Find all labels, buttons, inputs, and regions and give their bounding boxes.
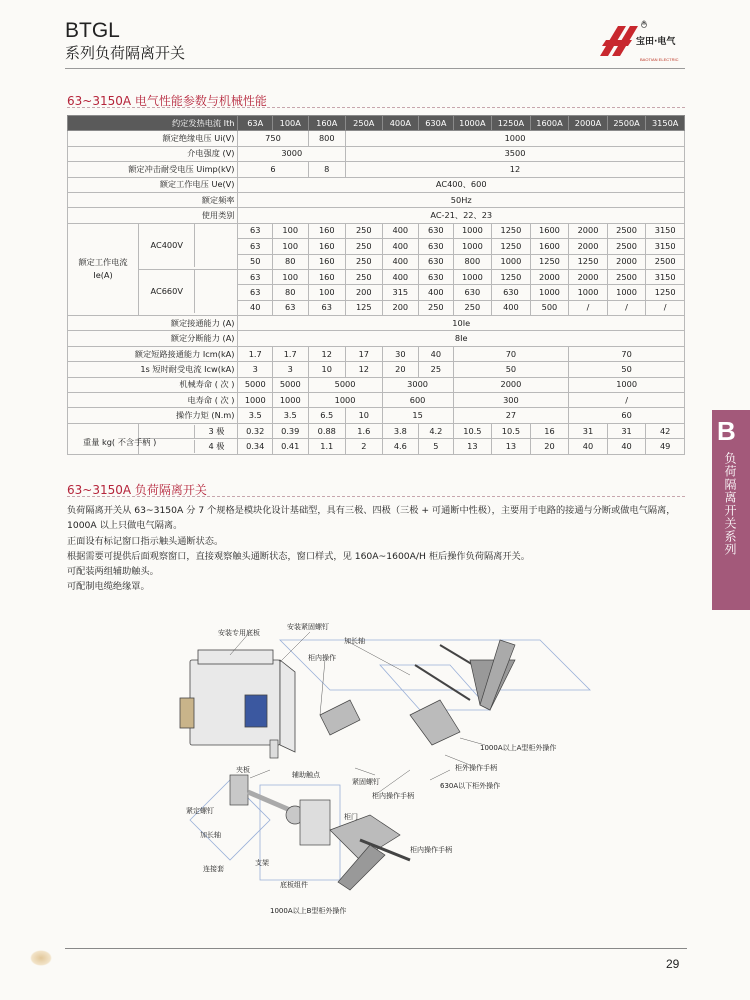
- table-row: [68, 208, 685, 223]
- current-header: 2000A: [569, 116, 608, 131]
- table-cell: 31: [569, 423, 608, 438]
- spec-table: [67, 115, 685, 455]
- paragraph: 负荷隔离开关从 63~3150A 分 7 个规格是模块化设计基础型，具有三极、四极（三极 + 可通断中性极），主要用于电路的接通与分断或做电气隔离，: [67, 505, 676, 516]
- brand-name: 宝田·电气: [636, 37, 676, 47]
- table-cell: 63: [238, 223, 273, 238]
- current-header: 630A: [419, 116, 454, 131]
- voltage-label: AC660V: [139, 270, 195, 313]
- table-cell: 70: [569, 346, 685, 361]
- table-cell: 200: [346, 285, 383, 300]
- table-cell: 630: [453, 285, 492, 300]
- paper-stain: [30, 950, 52, 966]
- row-label: 电寿命 ( 次 ): [68, 393, 238, 408]
- table-cell: /: [569, 393, 685, 408]
- table-cell: 10: [308, 362, 346, 377]
- table-cell: 3: [238, 362, 273, 377]
- table-cell: 13: [492, 439, 531, 454]
- table-cell: /: [569, 300, 608, 315]
- table-cell: 4.6: [382, 439, 419, 454]
- table-cell: 1.6: [346, 423, 383, 438]
- table-cell: 630: [492, 285, 531, 300]
- description: [67, 503, 692, 595]
- table-cell: 250: [346, 239, 383, 254]
- table-cell: 2500: [646, 254, 685, 269]
- table-cell: 80: [272, 254, 308, 269]
- current-header: 400A: [382, 116, 419, 131]
- row-label: 介电强度 (V): [68, 146, 238, 161]
- table-cell: 17: [346, 346, 383, 361]
- table-row: [68, 331, 685, 346]
- table-cell: 13: [453, 439, 492, 454]
- section1-rule: [67, 107, 685, 109]
- table-cell: 250: [419, 300, 454, 315]
- table-cell: /: [607, 300, 646, 315]
- table-cell: 4.2: [419, 423, 454, 438]
- table-cell: 100: [272, 239, 308, 254]
- table-cell: 2000: [569, 223, 608, 238]
- table-cell: 400: [382, 223, 419, 238]
- table-cell: 2: [346, 439, 383, 454]
- table-cell: 630: [419, 239, 454, 254]
- table-row: [68, 162, 685, 177]
- table-row: [68, 362, 685, 377]
- table-cell: AC-21、22、23: [238, 208, 685, 223]
- table-cell: 1250: [569, 254, 608, 269]
- table-cell: 12: [346, 162, 685, 177]
- current-header: 1000A: [453, 116, 492, 131]
- table-cell: 1000: [492, 254, 531, 269]
- table-cell: 630: [419, 254, 454, 269]
- table-cell: 6: [238, 162, 308, 177]
- table-cell: 1.1: [308, 439, 346, 454]
- current-header: 2500A: [607, 116, 646, 131]
- diagram-label: 安装专用底板: [218, 629, 260, 637]
- paragraph: 可配制电缆绝缘罩。: [67, 581, 150, 593]
- table-row: [68, 408, 685, 423]
- section1-heading: 63~3150A 电气性能参数与机械性能: [67, 94, 267, 108]
- diagram-label: 1000A以上A型柜外操作: [480, 744, 557, 752]
- side-tab-text: 负荷隔离开关系列: [723, 452, 737, 556]
- table-cell: 0.41: [272, 439, 308, 454]
- pole-label: 4 极: [194, 440, 237, 453]
- table-cell: 250: [453, 300, 492, 315]
- table-row: [68, 393, 685, 408]
- diagram-label: 支架: [255, 859, 269, 867]
- voltage-group: [139, 269, 238, 315]
- table-cell: 50: [569, 362, 685, 377]
- header-rule: [65, 68, 685, 69]
- diagram-label: 柜外操作手柄: [455, 764, 497, 772]
- table-cell: 63: [238, 239, 273, 254]
- table-row: [68, 131, 685, 146]
- diagram-label: 加长轴: [200, 831, 221, 839]
- diagram-label: 紧定螺钉: [186, 807, 214, 815]
- table-cell: 27: [453, 408, 569, 423]
- table-cell: AC400、600: [238, 177, 685, 192]
- table-cell: 3150: [646, 239, 685, 254]
- table-row: [68, 146, 685, 161]
- table-cell: 25: [419, 362, 454, 377]
- table-cell: 2500: [607, 269, 646, 284]
- voltage-label: AC400V: [139, 224, 195, 267]
- table-cell: 49: [646, 439, 685, 454]
- table-cell: 100: [272, 223, 308, 238]
- table-cell: 250: [346, 269, 383, 284]
- table-cell: 200: [382, 300, 419, 315]
- table-cell: 3.5: [238, 408, 273, 423]
- header-subtitle: 系列负荷隔离开关: [65, 44, 186, 62]
- table-cell: /: [646, 300, 685, 315]
- current-header: 3150A: [646, 116, 685, 131]
- table-cell: 50: [453, 362, 569, 377]
- table-cell: 50Hz: [238, 192, 685, 207]
- table-cell: 300: [453, 393, 569, 408]
- voltage-group: [139, 223, 238, 269]
- table-cell: 63: [238, 285, 273, 300]
- table-row: [68, 377, 685, 392]
- table-cell: 1000: [272, 393, 308, 408]
- table-cell: 2000: [530, 269, 569, 284]
- table-cell: 1000: [530, 285, 569, 300]
- side-tab-letter: B: [717, 416, 736, 446]
- table-cell: 63: [272, 300, 308, 315]
- table-cell: 250: [346, 254, 383, 269]
- table-cell: 0.34: [238, 439, 273, 454]
- table-cell: 5000: [238, 377, 273, 392]
- table-cell: 630: [419, 223, 454, 238]
- table-cell: 1000: [453, 223, 492, 238]
- current-header: 63A: [238, 116, 273, 131]
- page-number: 29: [666, 957, 680, 971]
- table-cell: 8Ie: [238, 331, 685, 346]
- table-cell: 15: [382, 408, 453, 423]
- diagram-label: 柜内操作手柄: [372, 792, 414, 800]
- current-header: 160A: [308, 116, 346, 131]
- table-cell: 20: [530, 439, 569, 454]
- table-cell: 2000: [569, 269, 608, 284]
- row-label: 使用类别: [68, 208, 238, 223]
- header-title: BTGL: [65, 19, 120, 42]
- table-cell: 100: [272, 269, 308, 284]
- diagram-label: 630A以下柜外操作: [440, 782, 501, 790]
- table-cell: 630: [419, 269, 454, 284]
- head-label: 约定发热电流 Ith: [68, 116, 238, 131]
- table-cell: 60: [569, 408, 685, 423]
- table-cell: 1600: [530, 239, 569, 254]
- pole-label: 3 极: [194, 425, 237, 438]
- row-label: 额定分断能力 (A): [68, 331, 238, 346]
- diagram-label: 紧固螺钉: [352, 778, 380, 786]
- table-row: [68, 269, 685, 284]
- table-cell: 5000: [308, 377, 382, 392]
- table-cell: 1250: [646, 285, 685, 300]
- table-cell: 16: [530, 423, 569, 438]
- table-row: [68, 423, 685, 438]
- table-cell: 1000: [453, 269, 492, 284]
- table-cell: 80: [272, 285, 308, 300]
- table-cell: 0.32: [238, 423, 273, 438]
- table-cell: 160: [308, 254, 346, 269]
- table-row: [68, 192, 685, 207]
- diagram-label: 安装紧固螺钉: [287, 623, 329, 631]
- footer-rule: [65, 948, 687, 949]
- table-row: [68, 177, 685, 192]
- row-label: 额定短路接通能力 Icm(kA): [68, 346, 238, 361]
- table-cell: 2000: [453, 377, 569, 392]
- table-cell: 1000: [238, 393, 273, 408]
- table-cell: 1600: [530, 223, 569, 238]
- table-row: [68, 346, 685, 361]
- table-cell: 2500: [607, 239, 646, 254]
- table-row: [68, 439, 685, 454]
- paragraph: 根据需要可提供后面观察窗口，直接观察触头通断状态，窗口样式，见 160A~1600A/H 柜后操作负荷隔离开关。: [67, 550, 530, 562]
- table-cell: 1250: [492, 269, 531, 284]
- paragraph: 正面设有标记窗口指示触头通断状态。: [67, 535, 224, 547]
- paragraph: 可配装两组辅助触头。: [67, 566, 159, 578]
- table-cell: 1000: [346, 131, 685, 146]
- table-cell: 3000: [382, 377, 453, 392]
- table-cell: 20: [382, 362, 419, 377]
- row-label: 1s 短时耐受电流 Icw(kA): [68, 362, 238, 377]
- table-cell: 600: [382, 393, 453, 408]
- table-cell: 10.5: [453, 423, 492, 438]
- diagram-label: 加长轴: [344, 637, 365, 645]
- table-cell: 1250: [530, 254, 569, 269]
- table-cell: 3.5: [272, 408, 308, 423]
- table-cell: 31: [607, 423, 646, 438]
- table-cell: 8: [308, 162, 346, 177]
- table-cell: 750: [238, 131, 308, 146]
- table-cell: 315: [382, 285, 419, 300]
- table-row: [68, 223, 685, 238]
- table-cell: 160: [308, 239, 346, 254]
- table-cell: 100: [308, 285, 346, 300]
- row-label: 操作力矩 (N.m): [68, 408, 238, 423]
- table-cell: 70: [453, 346, 569, 361]
- table-cell: 1000: [569, 377, 685, 392]
- table-cell: 2000: [607, 254, 646, 269]
- table-cell: 40: [607, 439, 646, 454]
- table-cell: 250: [346, 223, 383, 238]
- table-cell: 400: [419, 285, 454, 300]
- diagram-label: 连接套: [203, 865, 224, 873]
- section2-rule: [67, 496, 685, 498]
- row-label: 额定冲击耐受电压 Uimp(kV): [68, 162, 238, 177]
- table-row: [68, 116, 685, 131]
- current-header: 100A: [272, 116, 308, 131]
- table-cell: 500: [530, 300, 569, 315]
- table-cell: 1250: [492, 223, 531, 238]
- current-header: 1250A: [492, 116, 531, 131]
- table-cell: 5000: [272, 377, 308, 392]
- table-cell: 12: [346, 362, 383, 377]
- row-label: 额定频率: [68, 192, 238, 207]
- table-cell: 6.5: [308, 408, 346, 423]
- table-cell: 40: [569, 439, 608, 454]
- table-cell: 30: [382, 346, 419, 361]
- table-cell: 3150: [646, 223, 685, 238]
- table-cell: 1.7: [272, 346, 308, 361]
- table-cell: 3500: [346, 146, 685, 161]
- table-cell: 1250: [492, 239, 531, 254]
- table-cell: 3.8: [382, 423, 419, 438]
- table-cell: 5: [419, 439, 454, 454]
- diagram-label: 柜内操作: [308, 654, 336, 662]
- diagram-label: 1000A以上B型柜外操作: [270, 907, 347, 915]
- table-cell: 1000: [569, 285, 608, 300]
- brand-en: BAOTIAN ELECTRIC: [640, 57, 679, 62]
- table-cell: 800: [453, 254, 492, 269]
- table-cell: 400: [492, 300, 531, 315]
- ie-label: 额定工作电流 Ie(A): [68, 223, 139, 315]
- table-cell: 0.88: [308, 423, 346, 438]
- table-cell: 3: [272, 362, 308, 377]
- table-cell: 50: [238, 254, 273, 269]
- table-cell: 3000: [238, 146, 346, 161]
- table-cell: 1000: [308, 393, 382, 408]
- diagram-label: 柜门: [344, 813, 358, 821]
- table-cell: 10Ie: [238, 316, 685, 331]
- table-cell: 400: [382, 254, 419, 269]
- table-cell: 2000: [569, 239, 608, 254]
- table-cell: 42: [646, 423, 685, 438]
- registered-mark: ®: [641, 20, 647, 27]
- row-label: 额定接通能力 (A): [68, 316, 238, 331]
- row-label: 机械寿命 ( 次 ): [68, 377, 238, 392]
- diagram-label: 柜内操作手柄: [410, 846, 452, 854]
- row-label: 额定工作电压 Ue(V): [68, 177, 238, 192]
- row-label: 额定绝缘电压 Ui(V): [68, 131, 238, 146]
- table-cell: 1.7: [238, 346, 273, 361]
- diagram-label: 夹板: [236, 766, 250, 774]
- side-tab: [712, 410, 750, 610]
- table-cell: 63: [308, 300, 346, 315]
- table-cell: 10: [346, 408, 383, 423]
- weight-label-text: 重量 kg( 不含手柄 ): [83, 437, 157, 447]
- table-cell: 2500: [607, 223, 646, 238]
- table-cell: 160: [308, 269, 346, 284]
- table-cell: 12: [308, 346, 346, 361]
- table-cell: 63: [238, 269, 273, 284]
- table-cell: 40: [238, 300, 273, 315]
- section2-heading: 63~3150A 负荷隔离开关: [67, 483, 207, 497]
- table-cell: 0.39: [272, 423, 308, 438]
- paragraph: 1000A 以上只做电气隔离。: [67, 520, 183, 532]
- table-cell: 160: [308, 223, 346, 238]
- table-cell: 125: [346, 300, 383, 315]
- current-header: 250A: [346, 116, 383, 131]
- table-cell: 10.5: [492, 423, 531, 438]
- table-cell: 1000: [607, 285, 646, 300]
- table-cell: 800: [308, 131, 346, 146]
- table-cell: 400: [382, 269, 419, 284]
- diagram-label: 底板组件: [280, 881, 308, 889]
- table-cell: 400: [382, 239, 419, 254]
- table-cell: 1000: [453, 239, 492, 254]
- table-cell: 3150: [646, 269, 685, 284]
- table-cell: 40: [419, 346, 454, 361]
- table-row: [68, 316, 685, 331]
- current-header: 1600A: [530, 116, 569, 131]
- diagram-label: 辅助触点: [292, 771, 320, 779]
